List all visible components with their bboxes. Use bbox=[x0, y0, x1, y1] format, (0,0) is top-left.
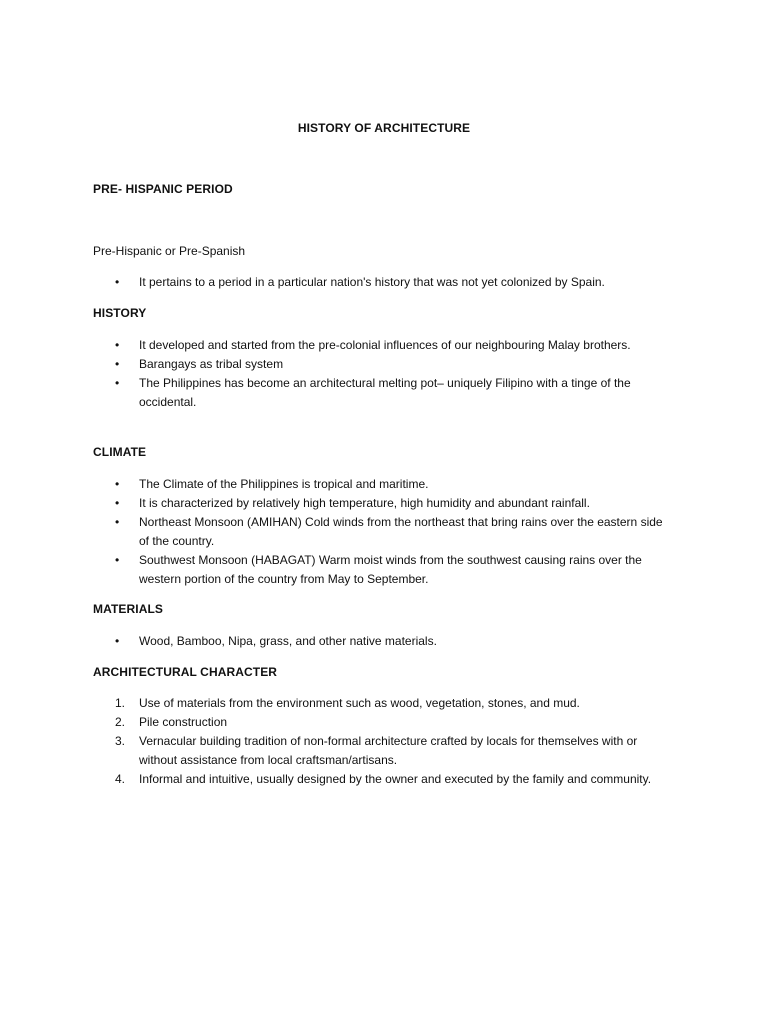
list-item-text: It pertains to a period in a particular nation's history that was not yet colonized by Spain. bbox=[139, 275, 605, 289]
list-item-number: 3. bbox=[115, 734, 126, 748]
list-item-text: Pile construction bbox=[139, 715, 228, 729]
materials-bullet-list bbox=[93, 632, 673, 651]
climate-bullet-list bbox=[93, 475, 673, 589]
document-title: HISTORY OF ARCHITECTURE bbox=[297, 121, 471, 135]
list-item bbox=[93, 273, 673, 292]
list-item-number: 4. bbox=[115, 772, 126, 786]
bullet-icon: • bbox=[115, 357, 120, 371]
list-item bbox=[93, 513, 673, 551]
list-item-text: Vernacular building tradition of non-formal architecture crafted by locals for themselves with or without assistance from local craftsman/artisans. bbox=[139, 734, 638, 767]
section-heading-history: HISTORY bbox=[93, 306, 147, 320]
subheading-pre-hispanic-or-pre-spanish: Pre-Hispanic or Pre-Spanish bbox=[93, 244, 246, 258]
list-item bbox=[93, 355, 673, 374]
history-bullet-list bbox=[93, 336, 673, 412]
bullet-icon: • bbox=[115, 634, 120, 648]
section-heading-climate: CLIMATE bbox=[93, 445, 147, 459]
list-item-text: The Philippines has become an architectural melting pot– uniquely Filipino with a tinge of the occidental. bbox=[139, 376, 631, 409]
list-item-text: Use of materials from the environment such as wood, vegetation, stones, and mud. bbox=[139, 696, 580, 710]
list-item-text: It is characterized by relatively high temperature, high humidity and abundant rainfall. bbox=[139, 496, 590, 510]
list-item-text: Northeast Monsoon (AMIHAN) Cold winds from the northeast that bring rains over the eastern side of the country. bbox=[139, 515, 663, 548]
bullet-icon: • bbox=[115, 275, 120, 289]
bullet-icon: • bbox=[115, 496, 120, 510]
list-item-number: 2. bbox=[115, 715, 126, 729]
list-item bbox=[93, 374, 673, 412]
section-heading-materials: MATERIALS bbox=[93, 602, 164, 616]
list-item bbox=[93, 494, 673, 513]
list-item bbox=[93, 713, 673, 732]
section-heading-architectural-character: ARCHITECTURAL CHARACTER bbox=[93, 665, 278, 679]
list-item bbox=[93, 632, 673, 651]
bullet-icon: • bbox=[115, 515, 120, 529]
bullet-icon: • bbox=[115, 376, 120, 390]
bullet-icon: • bbox=[115, 553, 120, 567]
list-item bbox=[93, 336, 673, 355]
list-item-text: Wood, Bamboo, Nipa, grass, and other native materials. bbox=[139, 634, 437, 648]
pre-hispanic-bullet-list bbox=[93, 273, 673, 292]
section-heading-pre-hispanic-period: PRE- HISPANIC PERIOD bbox=[93, 182, 233, 196]
list-item-text: The Climate of the Philippines is tropical and maritime. bbox=[139, 477, 429, 491]
list-item bbox=[93, 551, 673, 589]
list-item bbox=[93, 732, 673, 770]
list-item bbox=[93, 770, 673, 789]
list-item bbox=[93, 694, 673, 713]
list-item-text: Informal and intuitive, usually designed by the owner and executed by the family and community. bbox=[139, 772, 652, 786]
list-item-text: It developed and started from the pre-colonial influences of our neighbouring Malay brothers. bbox=[139, 338, 631, 352]
bullet-icon: • bbox=[115, 338, 120, 352]
list-item bbox=[93, 475, 673, 494]
list-item-text: Southwest Monsoon (HABAGAT) Warm moist winds from the southwest causing rains over the western portion of the country from May to September. bbox=[139, 553, 642, 586]
list-item-number: 1. bbox=[115, 696, 126, 710]
architectural-character-numbered-list bbox=[93, 694, 673, 789]
list-item-text: Barangays as tribal system bbox=[139, 357, 284, 371]
bullet-icon: • bbox=[115, 477, 120, 491]
